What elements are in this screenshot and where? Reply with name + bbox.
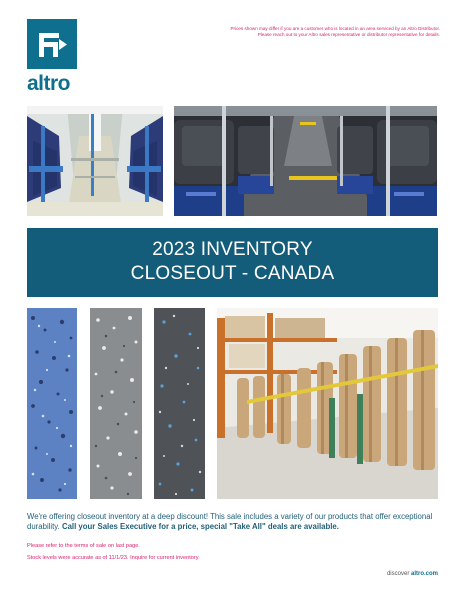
footer-prefix: discover <box>386 571 410 577</box>
dark-grey-flooring-swatch <box>154 308 205 499</box>
warehouse-rolls-photo <box>217 308 438 499</box>
altro-arrow-mark-icon <box>27 19 77 69</box>
bus-interior-photo <box>174 106 437 216</box>
blue-flooring-swatch <box>27 308 77 499</box>
footer-website[interactable] <box>387 571 438 577</box>
footer-domain-link[interactable]: altro.com <box>410 571 438 577</box>
altro-wordmark: altro <box>27 72 71 95</box>
altro-logo <box>27 19 77 96</box>
disclaimer-line-2: Please reach out to your Altro sales representative or distributor representative for details. <box>257 32 440 37</box>
inventory-closeout-banner <box>27 228 438 297</box>
banner-title-line-1: 2023 INVENTORY <box>152 239 313 260</box>
train-interior-photo <box>27 106 163 216</box>
stock-note: Stock levels were accurate as of 11/1/23. Inquire for current inventory. <box>27 555 200 561</box>
price-disclaimer <box>200 26 440 38</box>
disclaimer-line-1: Prices shown may differ if you are a customer who is located in an area serviced by an Altro Distributor. <box>230 26 440 31</box>
banner-title-line-2: CLOSEOUT - CANADA <box>130 263 335 284</box>
intro-call-to-action: Call your Sales Executive for a price, special "Take All" deals are available. <box>61 522 339 531</box>
intro-paragraph <box>27 512 439 532</box>
grey-flooring-swatch <box>90 308 142 499</box>
terms-note: Please refer to the terms of sale on last page. <box>27 543 140 549</box>
intro-text: We're offering closeout inventory at a deep discount! This sale includes a variety of our products that offer exceptional durability. <box>27 512 433 531</box>
